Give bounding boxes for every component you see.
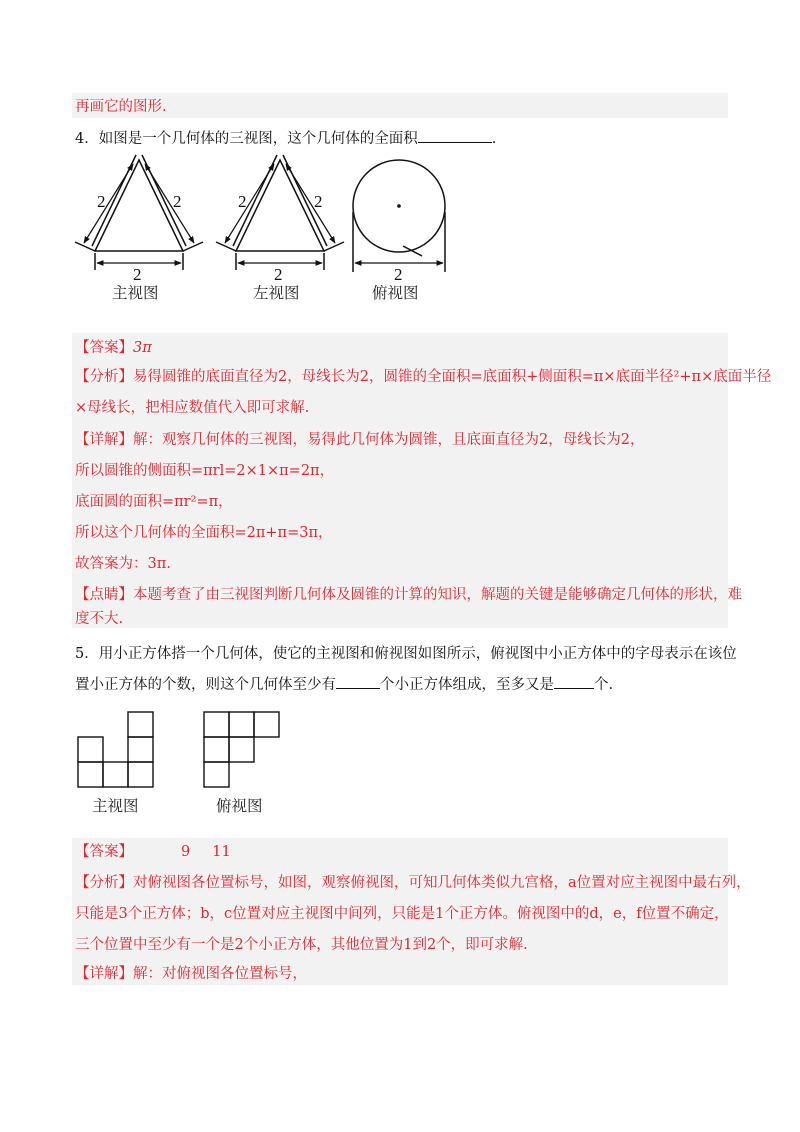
dim-side-right: 2 [314,192,323,211]
q5-answer: 【答案】 9 11 [75,844,231,860]
q4-answer-blank [418,128,492,143]
q4-analysis-1: 【分析】易得圆锥的底面直径为2，母线长为2，圆锥的全面积=底面积+侧面积=π×底面半径²+π×底面半径 [75,369,772,385]
q5-views-figure [70,705,300,820]
q4-detail-2: 所以圆锥的侧面积=πrl=2×1×π=2π， [75,463,335,479]
q4-comment-2: 度不大. [75,611,124,627]
dim-top-diameter: 2 [394,265,403,284]
q4-comment-1: 【点睛】本题考查了由三视图判断几何体及圆锥的计算的知识，解题的关键是能够确定几何体的形状，难 [75,587,742,603]
dim-front-right: 2 [173,192,182,211]
q4-detail-1: 【详解】解：观察几何体的三视图，易得此几何体为圆锥，且底面直径为2，母线长为2， [75,432,645,448]
q5-number: 5 [75,646,85,662]
q4-question: 4．如图是一个几何体的三视图，这个几何体的全面积 . [75,128,496,149]
caption-q5-front-view: 主视图 [92,797,139,815]
caption-side-view: 左视图 [253,284,300,302]
q5-analysis-1: 【分析】对俯视图各位置标号，如图，观察俯视图，可知几何体类似九宫格，a位置对应主视图中最右列， [75,875,751,891]
q5-question-2: 置小正方体的个数，则这个几何体至少有 个小正方体组成，至多又是 个. [75,674,613,695]
q5-max-blank [554,674,594,689]
top-view-circle [353,160,445,272]
q5-detail-1: 【详解】解：对俯视图各位置标号， [75,966,307,982]
q4-answer-value: 3π [133,340,152,356]
q4-detail-5: 故答案为：3π. [75,556,171,572]
q4-answer: 【答案】3π [75,340,152,356]
q5-min-blank [336,674,380,689]
q5-answer-min: 9 [181,844,191,860]
q5-analysis-3: 三个位置中至少有一个是2个小正方体，其他位置为1到2个，即可求解. [75,937,528,953]
q4-text: 如图是一个几何体的三视图，这个几何体的全面积 [98,131,418,147]
q4-analysis-2: ×母线长，把相应数值代入即可求解. [75,400,310,416]
dim-side-base: 2 [274,265,283,284]
q5-answer-max: 11 [212,844,231,860]
dim-side-left: 2 [238,192,247,211]
front-view-grid [78,712,153,787]
top-view-grid [204,712,279,787]
side-view-triangle [216,155,344,270]
caption-top-view: 俯视图 [372,284,419,302]
q4-detail-4: 所以这个几何体的全面积=2π+π=3π， [75,525,333,541]
dim-front-left: 2 [97,192,106,211]
caption-q5-top-view: 俯视图 [216,797,263,815]
top-continuation: 再画它的图形. [75,99,167,115]
q5-analysis-2: 只能是3个正方体；b，c位置对应主视图中间列，只能是1个正方体。俯视图中的d，e，f位置不确定， [75,906,729,922]
q4-number: 4 [75,131,85,147]
top-answer-band [72,93,728,118]
q4-detail-3: 底面圆的面积=πr²=π， [75,494,233,510]
front-view-triangle [75,155,203,270]
caption-front-view: 主视图 [112,284,159,302]
dim-front-base: 2 [133,265,142,284]
q5-question-1: 5．用小正方体搭一个几何体，使它的主视图和俯视图如图所示，俯视图中小正方体中的字母表示在该位 [75,646,737,662]
q4-three-views-figure [70,150,460,310]
